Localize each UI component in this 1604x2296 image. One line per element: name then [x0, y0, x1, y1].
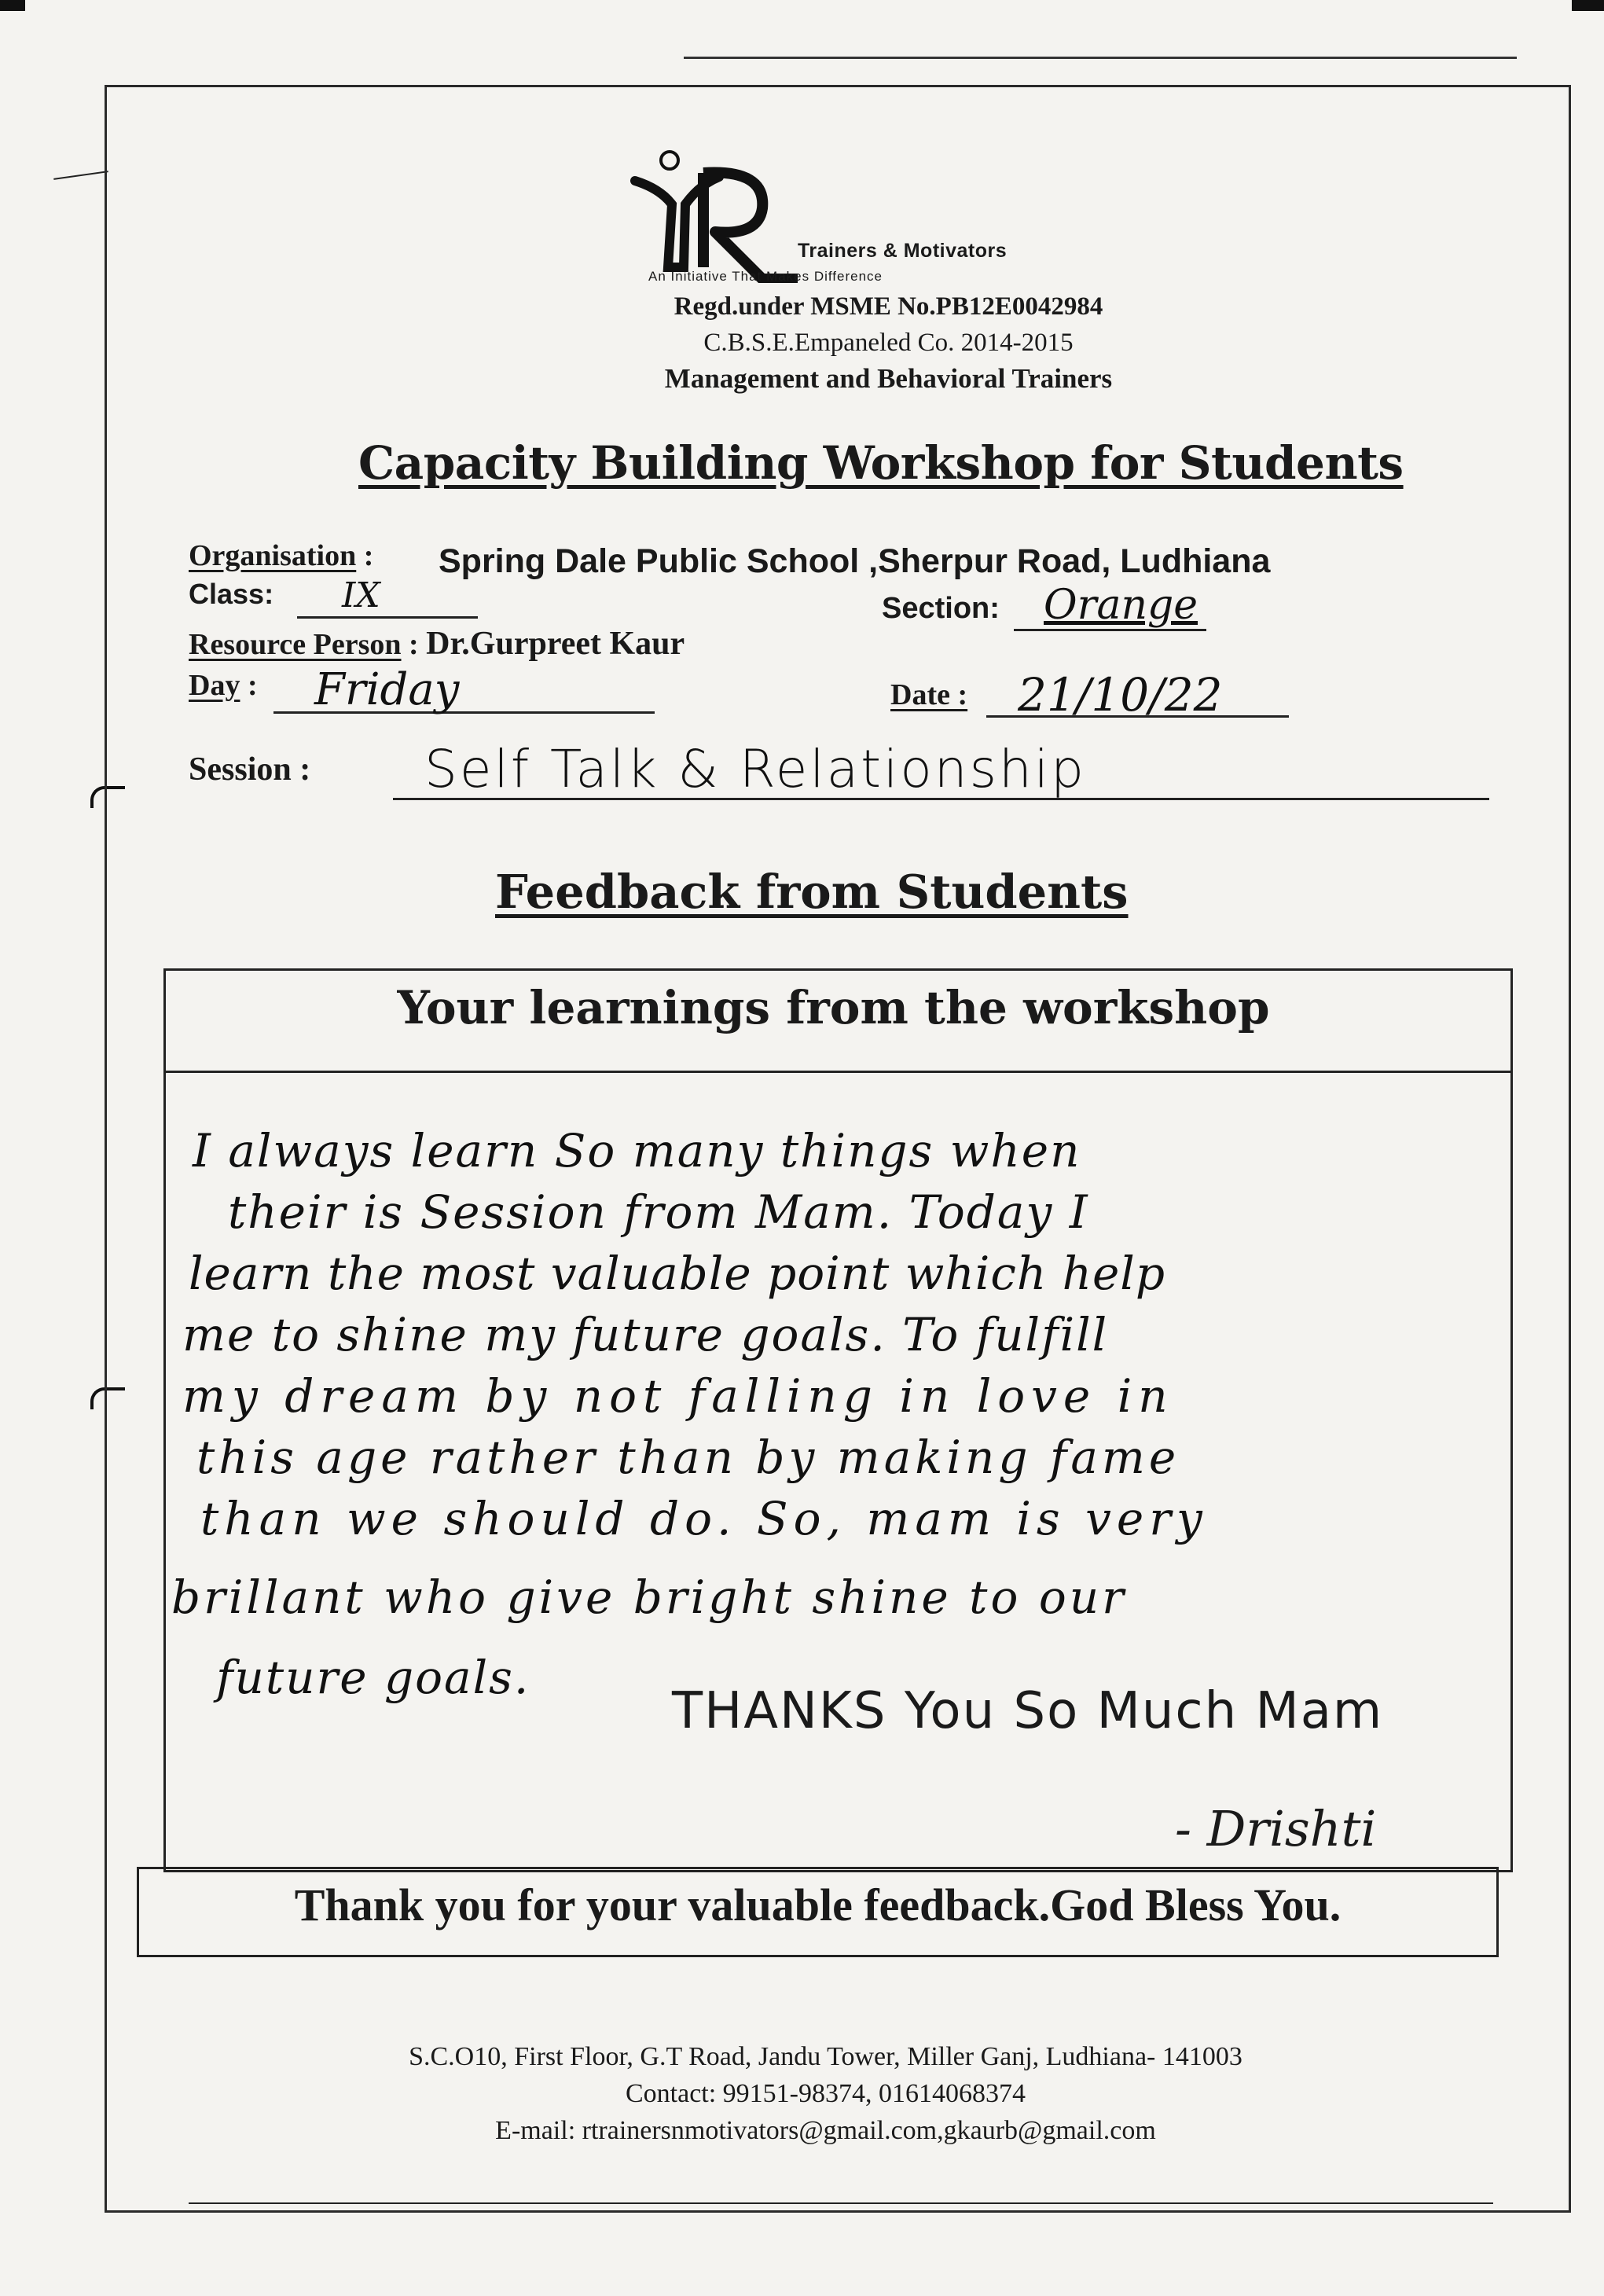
email-line: E-mail: rtrainersnmotivators@gmail.com,gkaurb@gmail.com: [495, 2116, 1156, 2145]
date-row: [890, 678, 967, 712]
class-label: Class:: [189, 578, 274, 610]
session-value: Self Talk & Relationship: [424, 739, 1087, 799]
thanks-note: THANKS You So Much Mam: [672, 1682, 1384, 1740]
feedback-line-1: I always learn So many things when: [193, 1124, 1081, 1177]
registration-number: Regd.under MSME No.PB12E0042984: [674, 292, 1103, 321]
date-value: 21/10/22: [1018, 668, 1223, 722]
feedback-line-3: learn the most valuable point which help: [189, 1247, 1165, 1300]
day-row: [189, 668, 258, 703]
organisation-label: Organisation: [189, 539, 357, 572]
organisation-row: [189, 538, 373, 573]
section-value: Orange: [1044, 582, 1198, 629]
feedback-line-4: me to shine my future goals. To fulfill: [182, 1308, 1109, 1361]
bottom-rule: [189, 2202, 1493, 2204]
class-value: IX: [342, 575, 380, 615]
scan-edge-mark-left: [0, 0, 25, 11]
feedback-line-5: my dream by not falling in love in: [182, 1369, 1174, 1423]
logo-tagline: Trainers & Motivators: [798, 240, 1008, 262]
date-label: Date :: [890, 678, 968, 711]
class-underline: [297, 616, 478, 619]
feedback-line-2: their is Session from Mam. Today I: [228, 1185, 1089, 1239]
feedback-line-8: brillant who give bright shine to our: [171, 1570, 1127, 1624]
resource-person-row: [189, 625, 685, 663]
scan-edge-mark-right: [1572, 0, 1604, 11]
feedback-line-7: than we should do. So, mam is very: [200, 1492, 1208, 1545]
student-signature: - Drishti: [1175, 1800, 1377, 1857]
day-colon: :: [240, 669, 258, 702]
logo-emblem-icon: [629, 149, 1100, 283]
feedback-line-6: this age rather than by making fame: [196, 1431, 1180, 1484]
scan-stray-mark: [53, 171, 108, 180]
resource-person-colon: :: [401, 628, 427, 661]
contact-line: Contact: 99151-98374, 01614068374: [625, 2079, 1026, 2108]
session-label: Session :: [189, 751, 311, 788]
address-line: S.C.O10, First Floor, G.T Road, Jandu Tower, Miller Ganj, Ludhiana- 141003: [409, 2042, 1242, 2071]
feedback-title: Feedback from Students: [495, 865, 1129, 919]
day-label: Day: [189, 669, 240, 702]
feedback-box-divider: [163, 1071, 1513, 1073]
organisation-value: Spring Dale Public School ,Sherpur Road, Ludhiana: [439, 542, 1271, 580]
company-logo: [629, 149, 1100, 283]
company-description: Management and Behavioral Trainers: [664, 363, 1113, 394]
section-underline: [1014, 629, 1206, 631]
feedback-footer-text: Thank you for your valuable feedback.God Bless You.: [294, 1879, 1342, 1930]
section-label: Section:: [882, 592, 1000, 625]
resource-person-label: Resource Person: [189, 628, 402, 661]
feedback-box-heading: Your learnings from the workshop: [397, 981, 1270, 1034]
top-page-rule: [684, 57, 1517, 59]
logo-subtagline: An Initiative That Makes Difference: [648, 269, 883, 284]
cbse-empanelment: C.B.S.E.Empaneled Co. 2014-2015: [703, 329, 1074, 357]
feedback-line-9: future goals.: [216, 1651, 530, 1704]
page-title: Capacity Building Workshop for Students: [358, 436, 1404, 490]
day-value: Friday: [314, 664, 460, 715]
organisation-colon: :: [356, 539, 374, 572]
resource-person-value: Dr.Gurpreet Kaur: [426, 626, 685, 662]
